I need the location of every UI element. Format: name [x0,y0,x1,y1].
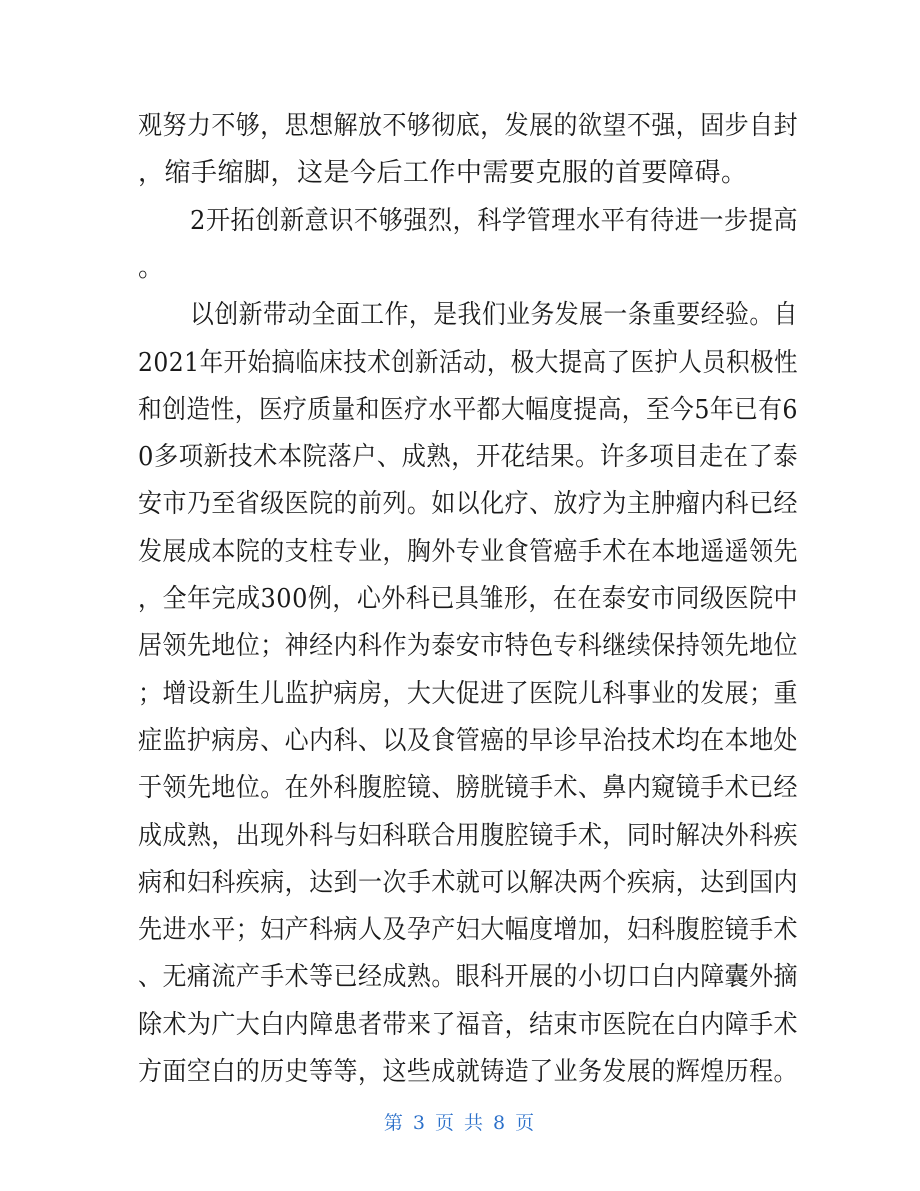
text-line: 观努力不够，思想解放不够彻底，发展的欲望不强，固步自封 [138,111,798,141]
text-line: 和创造性，医疗质量和医疗水平都大幅度提高，至今5年已有6 [138,394,798,425]
text-line: 。 [138,252,165,283]
page-number-footer: 第 3 页 共 8 页 [383,1112,537,1134]
text-line: 居领先地位；神经内科作为泰安市特色专科继续保持领先地位 [138,631,798,662]
text-line: 成成熟，出现外科与妇科联合用腹腔镜手术，同时解决外科疾 [138,820,798,851]
text-line: ；增设新生儿监护病房，大大促进了医院儿科事业的发展；重 [138,678,798,709]
text-line: 除术为广大白内障患者带来了福音，结束市医院在白内障手术 [138,1009,798,1040]
text-line: 方面空白的历史等等，这些成就铸造了业务发展的辉煌历程。 [138,1057,798,1087]
text-line: 症监护病房、心内科、以及食管癌的早诊早治技术均在本地处 [138,725,798,756]
text-line: 于领先地位。在外科腹腔镜、膀胱镜手术、鼻内窥镜手术已经 [138,773,798,804]
text-line: 0多项新技术本院落户、成熟，开花结果。许多项目走在了泰 [138,442,798,473]
text-line: 2开拓创新意识不够强烈，科学管理水平有待进一步提高 [190,205,798,236]
text-line: 以创新带动全面工作，是我们业务发展一条重要经验。自 [190,300,798,331]
text-line: 2021年开始搞临床技术创新活动，极大提高了医护人员积极性 [138,347,798,378]
text-line: 病和妇科疾病，达到一次手术就可以解决两个疾病，达到国内 [138,867,798,898]
text-line: 先进水平；妇产科病人及孕产妇大幅度增加，妇科腹腔镜手术 [138,915,798,946]
text-line: ，全年完成300例，心外科已具雏形，在在泰安市同级医院中 [138,584,798,614]
text-line: ，缩手缩脚，这是今后工作中需要克服的首要障碍。 [138,158,748,189]
text-line: 发展成本院的支柱专业，胸外专业食管癌手术在本地遥遥领先 [138,536,798,567]
text-line: 、无痛流产手术等已经成熟。眼科开展的小切口白内障囊外摘 [138,962,798,993]
text-line: 安市乃至省级医院的前列。如以化疗、放疗为主肿瘤内科已经 [138,489,798,520]
